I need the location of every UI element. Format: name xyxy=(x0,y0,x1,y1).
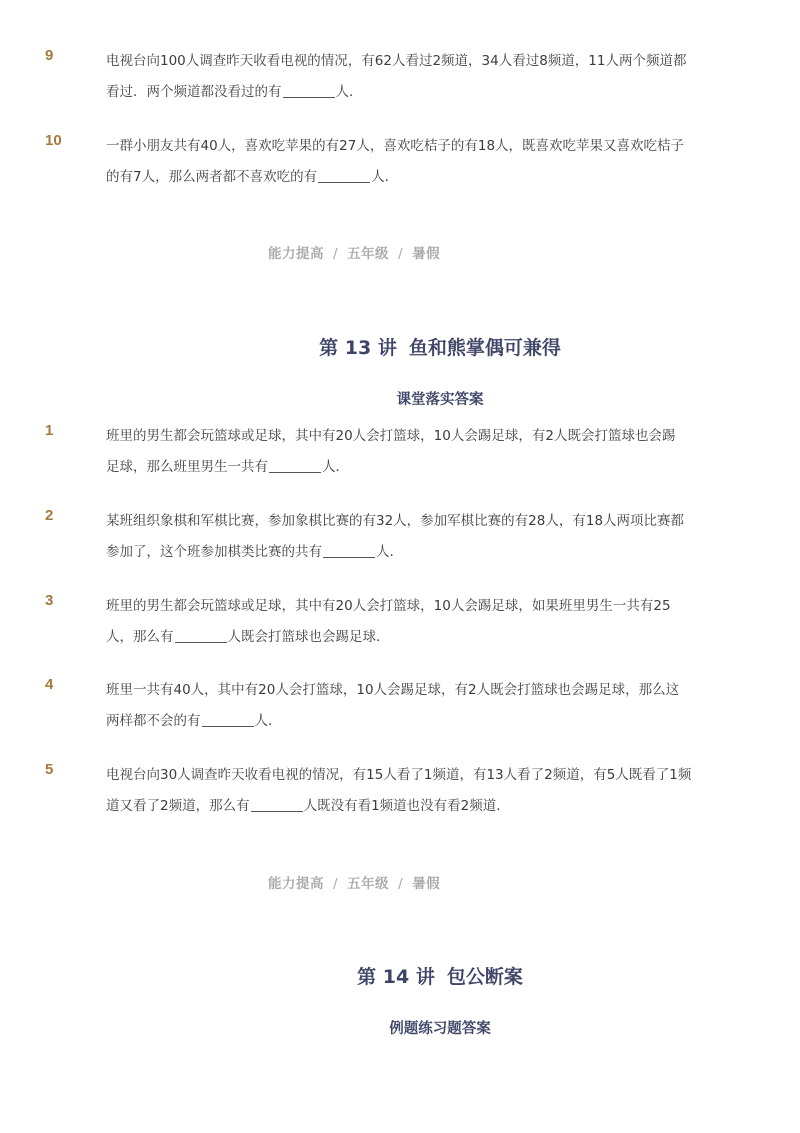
chapter-title: 包公断案 xyxy=(446,966,523,988)
question-text-after-blank: 人． xyxy=(254,713,282,729)
page-footer xyxy=(268,242,440,262)
question-text-before-blank: 足球，那么班里男生一共有 xyxy=(106,459,268,475)
question-line: 班里一共有40人，其中有20人会打篮球，10人会踢足球，有2人既会打篮球也会踢足球，那么这 xyxy=(106,682,680,698)
question-number: 10 xyxy=(45,132,62,149)
question-line xyxy=(106,77,726,108)
chapter-14-heading xyxy=(0,962,800,989)
answer-blank xyxy=(202,712,254,727)
question-text xyxy=(106,421,726,483)
question-number: 5 xyxy=(45,761,54,778)
answer-blank xyxy=(323,543,375,558)
question-text xyxy=(106,760,726,822)
question-text-before-blank: 的有7人，那么两者都不喜欢吃的有 xyxy=(106,169,318,185)
question-line: 班里的男生都会玩篮球或足球，其中有20人会打篮球，10人会踢足球，有2人既会打篮球也会踢 xyxy=(106,428,676,444)
footer-separator: / xyxy=(333,246,339,262)
question-line: 班里的男生都会玩篮球或足球，其中有20人会打篮球，10人会踢足球，如果班里男生一共有25 xyxy=(106,598,671,614)
footer-grade: 五年级 xyxy=(347,876,390,892)
question-text xyxy=(106,675,726,737)
answer-blank xyxy=(251,797,303,812)
question-line: 一群小朋友共有40人，喜欢吃苹果的有27人，喜欢吃桔子的有18人，既喜欢吃苹果又喜欢吃桔子 xyxy=(106,138,685,154)
question-number: 2 xyxy=(45,507,54,524)
chapter-title: 鱼和熊掌偶可兼得 xyxy=(408,337,561,359)
question-text xyxy=(106,46,726,108)
footer-grade: 五年级 xyxy=(347,246,390,262)
footer-category: 能力提高 xyxy=(268,246,324,262)
question-number: 1 xyxy=(45,422,54,439)
answer-blank xyxy=(318,168,370,183)
question-text xyxy=(106,591,726,653)
chapter-number: 第 14 讲 xyxy=(357,966,435,988)
footer-category: 能力提高 xyxy=(268,876,324,892)
question-line xyxy=(106,162,726,193)
footer-term: 暑假 xyxy=(412,246,441,262)
page-footer xyxy=(268,872,440,892)
question-text-after-blank: 人． xyxy=(322,459,349,475)
question-text xyxy=(106,131,726,193)
question-line xyxy=(106,706,726,737)
question-number: 4 xyxy=(45,676,54,693)
question-line: 电视台向100人调查昨天收看电视的情况，有62人看过2频道，34人看过8频道，11人两个频道都 xyxy=(106,53,687,69)
section-heading: 例题练习题答案 xyxy=(389,1021,491,1037)
question-line xyxy=(106,791,726,822)
answer-blank xyxy=(175,628,227,643)
chapter-number: 第 13 讲 xyxy=(319,337,397,359)
footer-term: 暑假 xyxy=(412,876,441,892)
question-text-before-blank: 人，那么有 xyxy=(106,629,174,645)
question-text-after-blank: 人． xyxy=(335,84,363,100)
footer-separator: / xyxy=(398,876,404,892)
question-line: 某班组织象棋和军棋比赛，参加象棋比赛的有32人，参加军棋比赛的有28人，有18人两项比赛都 xyxy=(106,513,685,529)
question-text-before-blank: 两样都不会的有 xyxy=(106,713,201,729)
answer-blank xyxy=(283,83,335,98)
question-text-after-blank: 人. xyxy=(376,544,394,560)
question-text-after-blank: 人既会打篮球也会踢足球． xyxy=(227,629,390,645)
question-line xyxy=(106,622,726,653)
footer-separator: / xyxy=(398,246,404,262)
question-number: 3 xyxy=(45,592,54,609)
question-text-before-blank: 参加了，这个班参加棋类比赛的共有 xyxy=(106,544,322,560)
question-number: 9 xyxy=(45,47,54,64)
question-text xyxy=(106,506,726,568)
chapter-13-heading xyxy=(0,333,800,360)
question-line xyxy=(106,452,726,483)
question-text-after-blank: 人既没有看1频道也没有看2频道． xyxy=(303,798,510,814)
question-text-before-blank: 道又看了2频道，那么有 xyxy=(106,798,250,814)
question-text-after-blank: 人． xyxy=(371,169,399,185)
answer-blank xyxy=(269,458,321,473)
question-line: 电视台向30人调查昨天收看电视的情况，有15人看了1频道，有13人看了2频道，有5人既看了1频 xyxy=(106,767,692,783)
section-heading: 课堂落实答案 xyxy=(396,392,484,408)
question-line xyxy=(106,537,726,568)
question-text-before-blank: 看过．两个频道都没看过的有 xyxy=(106,84,282,100)
footer-separator: / xyxy=(333,876,339,892)
